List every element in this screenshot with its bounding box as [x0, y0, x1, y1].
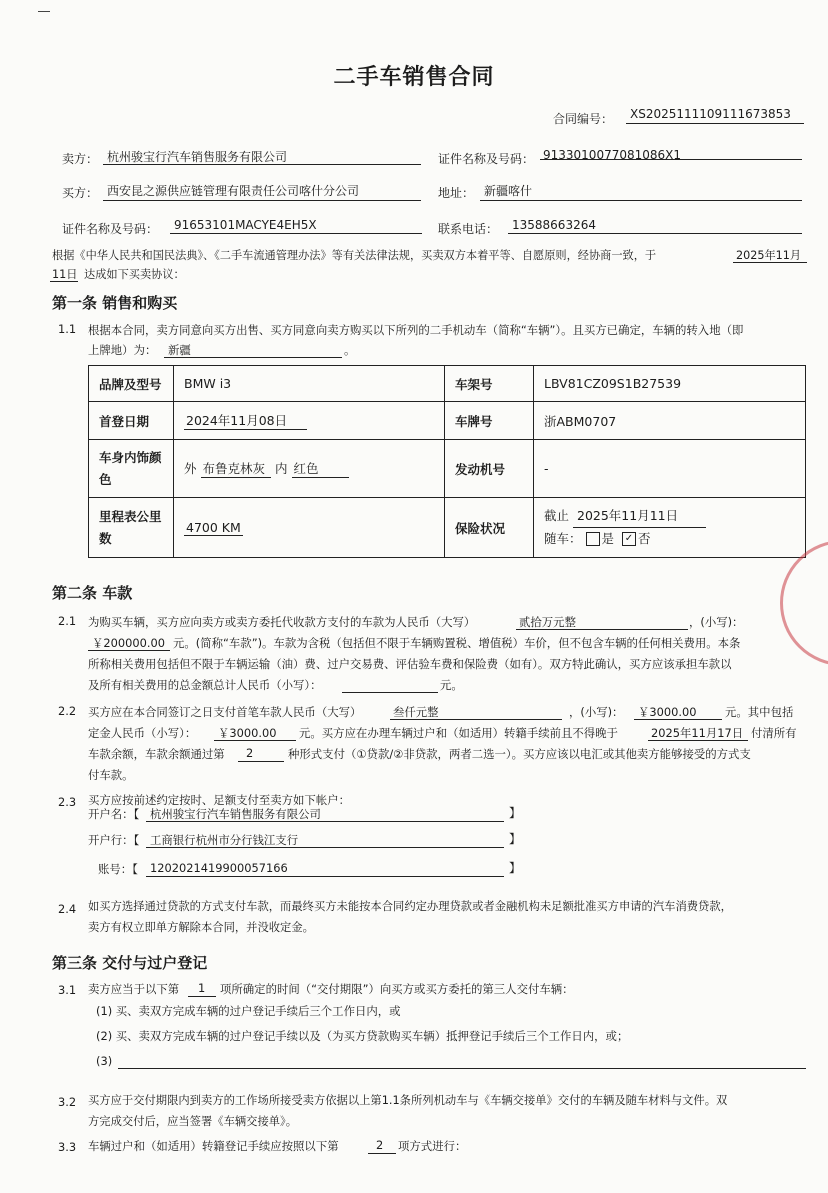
buyer-label: 买方： [62, 186, 99, 200]
with-car-line [544, 528, 795, 550]
with-car-yes-label: 是 [601, 531, 615, 546]
deposit-number-underline [214, 740, 296, 741]
clause-2-3-number: 2.3 [58, 795, 77, 809]
clause-3-3-b: 项方式进行： [398, 1139, 467, 1153]
contract-title: 二手车销售合同 [333, 65, 495, 90]
section3-heading: 第三条 交付与过户登记 [52, 954, 208, 972]
payment-method-no: 2 [246, 746, 254, 760]
account-no-label: 账号：【 [98, 862, 138, 876]
insurance-prefix: 截止 [544, 508, 570, 523]
seller-name: 杭州骏宝行汽车销售服务有限公司 [107, 150, 288, 164]
color-label: 车身内饰颜色 [89, 440, 174, 498]
mileage-label: 里程表公里数 [89, 498, 174, 558]
total-price-words: 贰拾万元整 [519, 615, 576, 629]
clause-3-1-b: 项所确定的时间（“交付期限”）向买方或买方委托的第三人交付车辆： [220, 982, 574, 996]
brand-label: 品牌及型号 [89, 366, 174, 402]
buyer-phone-underline [508, 233, 802, 234]
seller-id-underline [540, 159, 802, 160]
seller-underline [103, 164, 421, 165]
seller-label: 卖方： [62, 152, 99, 166]
account-name-bracket: 】 [509, 806, 522, 820]
reg-date-value: 2024年11月08日 [184, 411, 307, 430]
plate-value: 浙ABM0707 [534, 402, 806, 440]
clause-2-2-d: 定金人民币（小写）： [88, 726, 197, 740]
clause-3-2-number: 3.2 [58, 1095, 77, 1109]
delivery-option-no: 1 [198, 981, 206, 995]
engine-value: - [534, 440, 806, 498]
preamble-tail: 达成如下买卖协议： [84, 268, 185, 281]
section1-heading: 第一条 销售和购买 [52, 294, 178, 312]
clause-3-1-a: 卖方应当于以下第 [88, 982, 180, 996]
color-in-prefix: 内 [275, 461, 288, 476]
section2-heading: 第二条 车款 [52, 584, 133, 602]
first-payment-number: ￥3000.00 [638, 705, 697, 719]
clause-3-1-option3-underline [118, 1068, 806, 1069]
clause-2-4-a: 如买方选择通过贷款的方式支付车款，而最终买方未能按本合同约定办理贷款或者金融机构未足额批准买方申请的汽车消费贷款， [88, 900, 732, 913]
buyer-addr-label: 地址： [438, 186, 475, 200]
preamble-date1: 2025年11月 [736, 249, 802, 262]
total-price-number: ￥200000.00 [92, 636, 165, 650]
clause-3-1-option3: (3) [96, 1054, 113, 1068]
account-bank-underline [146, 847, 504, 848]
color-in-value: 红色 [292, 459, 349, 478]
payment-method-underline [238, 761, 284, 762]
preamble-text: 根据《中华人民共和国民法典》、《二手车流通管理办法》等有关法律法规，买卖双方本着平等、自愿原则，经协商一致，于 [52, 249, 657, 262]
clause-2-1-f: 元。 [440, 678, 463, 692]
account-name-underline [146, 821, 504, 822]
account-no-bracket: 】 [509, 861, 522, 875]
engine-label: 发动机号 [445, 440, 534, 498]
clause-3-2-a: 买方应于交付期限内到卖方的工作场所接受卖方依据以上第1.1条所列机动车与《车辆交接单》交付的车辆及随车材料与文件。双 [88, 1094, 728, 1107]
with-car-no-checkbox[interactable]: ✓ [622, 532, 636, 546]
clause-2-1-d: 所称相关费用包括但不限于车辆运输（油）费、过户交易费、评估验车费和保险费（如有）。双方特此确认，买方应该承担车款以 [88, 657, 732, 671]
transfer-place: 新疆 [168, 343, 191, 357]
vin-value: LBV81CZ09S1B27539 [534, 366, 806, 402]
contract-no-value: XS20251111091116738​53 [630, 107, 791, 121]
company-seal [780, 540, 828, 666]
clause-2-2-a: 买方应在本合同签订之日支付首笔车款人民币（大写） [88, 705, 362, 719]
transfer-option-no: 2 [376, 1138, 384, 1152]
total-price-words-underline [516, 629, 688, 630]
vin-label: 车架号 [445, 366, 534, 402]
first-payment-number-underline [634, 719, 722, 720]
insurance-date: 2025年11月11日 [573, 505, 706, 528]
clause-2-2-b: ，(小写)： [569, 705, 624, 719]
clause-2-1-b: ，(小写)： [689, 615, 744, 629]
vehicle-info-table [88, 365, 806, 558]
color-cell [174, 440, 445, 498]
account-no-underline [146, 876, 504, 877]
clause-2-2-e: 元。买方应在办理车辆过户和（如适用）转籍手续前且不得晚于 [299, 726, 618, 740]
insurance-cell [534, 498, 806, 558]
buyer-id-underline [170, 233, 422, 234]
reg-date-label: 首登日期 [89, 402, 174, 440]
plate-label: 车牌号 [445, 402, 534, 440]
clause-1-1-number: 1.1 [58, 322, 77, 336]
balance-due-date: 2025年11月17日 [651, 726, 744, 740]
insurance-label: 保险状况 [445, 498, 534, 558]
color-out-value: 布鲁克林灰 [201, 459, 272, 478]
contract-no-label: 合同编号： [553, 112, 614, 126]
buyer-phone-label: 联系电话： [438, 222, 499, 236]
delivery-option-underline [188, 996, 216, 997]
transfer-place-underline [164, 357, 342, 358]
account-name-label: 开户名：【 [88, 807, 140, 821]
clause-2-3-a: 买方应按前述约定按时、足额支付至卖方如下帐户： [88, 793, 350, 807]
clause-2-2-h: 种形式支付（①贷款/②非贷款，两者二选一）。买方应该以电汇或其他卖方能够接受的方式支 [288, 747, 751, 761]
deposit-number: ￥3000.00 [218, 726, 277, 740]
clause-2-2-i: 付车款。 [88, 768, 134, 782]
clause-2-4-b: 卖方有权立即单方解除本合同，并没收定金。 [88, 921, 314, 934]
account-no-value: 1202021419900057166 [150, 861, 288, 875]
clause-1-1-end: 。 [344, 343, 356, 357]
clause-2-1-e: 及所有相关费用的总金额总计人民币（小写）： [88, 678, 322, 692]
buyer-addr-underline [480, 200, 802, 201]
clause-2-2-number: 2.2 [58, 704, 77, 718]
account-name-value: 杭州骏宝行汽车销售服务有限公司 [150, 807, 321, 821]
buyer-phone-value: 13588663264 [512, 218, 596, 232]
clause-2-1-c: 元。(简称“车款”)。车款为含税（包括但不限于车辆购置税、增值税）车价，但不包含车辆的任何相关费用。本条 [173, 636, 741, 650]
first-payment-words-underline [390, 719, 562, 720]
clause-2-2-c: 元。其中包括 [725, 705, 794, 719]
buyer-underline [103, 200, 421, 201]
clause-2-1-a: 为购买车辆，买方应向卖方或卖方委托代收款方支付的车款为人民币（大写） [88, 615, 476, 629]
account-bank-value: 工商银行杭州市分行钱江支行 [150, 833, 299, 847]
mileage-cell [174, 498, 445, 558]
clause-3-3-number: 3.3 [58, 1140, 77, 1154]
clause-3-2-b: 方完成交付后，应当签署《车辆交接单》。 [88, 1115, 297, 1128]
with-car-label: 随车： [544, 531, 582, 546]
clause-2-2-g: 车款余额，车款余额通过第 [88, 747, 225, 761]
first-payment-words: 叁仟元整 [393, 705, 439, 719]
color-out-prefix: 外 [184, 461, 197, 476]
mileage-value: 4700 KM [186, 519, 241, 535]
seller-id-label: 证件名称及号码： [438, 152, 535, 166]
buyer-name: 西安昆之源供应链管理有限责任公司喀什分公司 [107, 184, 360, 198]
brand-value: BMW i3 [174, 366, 445, 402]
clause-2-1-number: 2.1 [58, 614, 77, 628]
clause-1-1-line2: 上牌地）为： [88, 343, 157, 357]
buyer-addr-value: 新疆喀什 [484, 184, 533, 198]
total-all-underline [342, 692, 438, 693]
with-car-yes-checkbox[interactable] [586, 532, 600, 546]
preamble-date2: 11日 [52, 268, 78, 281]
scan-corner-mark [38, 6, 50, 12]
account-bank-label: 开户行：【 [88, 833, 140, 847]
clause-3-1-number: 3.1 [58, 983, 77, 997]
contract-no-underline [626, 123, 804, 124]
clause-3-3-a: 车辆过户和（如适用）转籍登记手续应按照以下第 [88, 1139, 339, 1153]
clause-3-1-option1: (1) 买、卖双方完成车辆的过户登记手续后三个工作日内，或 [96, 1004, 401, 1018]
with-car-no-label: 否 [638, 531, 651, 546]
reg-date-cell [174, 402, 445, 440]
transfer-option-underline [368, 1153, 396, 1154]
total-price-number-underline [88, 650, 170, 651]
insurance-line [544, 505, 795, 528]
clause-3-1-option2: (2) 买、卖双方完成车辆的过户登记手续以及（为买方贷款购买车辆）抵押登记手续后三个工作日内，或； [96, 1029, 629, 1043]
buyer-id-value: 91653101MACYE4EH5X [174, 218, 317, 232]
account-bank-bracket: 】 [509, 832, 522, 846]
clause-1-1-text: 根据本合同，卖方同意向买方出售、买方同意向卖方购买以下所列的二手机动车（简称“车辆”）。且买方已确定，车辆的转入地（即 [88, 323, 744, 337]
preamble-date2-underline [50, 281, 78, 282]
preamble-date1-underline [733, 262, 807, 263]
clause-2-2-f: 付清所有 [751, 726, 797, 740]
buyer-id-label: 证件名称及号码： [62, 222, 159, 236]
clause-2-4-number: 2.4 [58, 902, 77, 916]
balance-due-date-underline [648, 740, 748, 741]
seller-id-value: 9133010077081086X1 [543, 148, 682, 162]
